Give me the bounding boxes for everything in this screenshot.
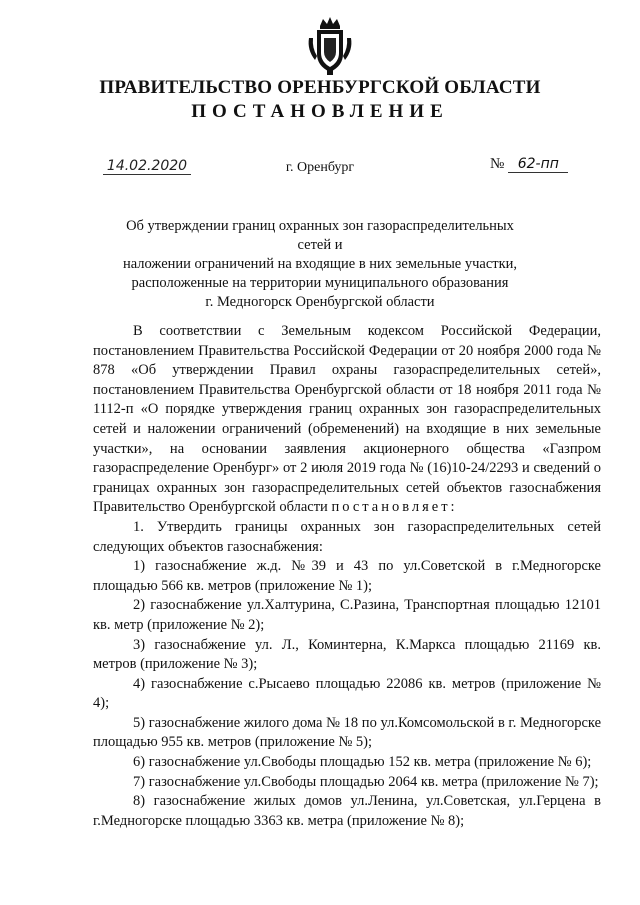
number-label: № — [490, 156, 505, 172]
document-number — [490, 156, 568, 173]
subitem-paragraph: 2) газоснабжение ул.Халтурина, С.Разина, Транспортная площадью 12101 кв. метр (приложение № 2); — [93, 597, 601, 633]
document-body — [93, 322, 601, 831]
government-title: ПРАВИТЕЛЬСТВО ОРЕНБУРГСКОЙ ОБЛАСТИ — [99, 77, 541, 98]
subject-line: расположенные на территории муниципального образования — [131, 275, 509, 291]
subitem-paragraph: 7) газоснабжение ул.Свободы площадью 2064 кв. метра (приложение № 7); — [133, 773, 599, 790]
coat-of-arms-emblem — [305, 16, 355, 76]
document-date: 14.02.2020 — [103, 158, 191, 175]
subitem-paragraph: 5) газоснабжение жилого дома № 18 по ул.Комсомольской в г. Медногорске площадью 955 кв. метров (приложение № 5); — [93, 714, 601, 751]
preamble-paragraph — [93, 322, 601, 518]
subitem-paragraph: 1) газоснабжение ж.д. №39 и 43 по ул.Советской в г.Медногорске площадью 566 кв. метров (приложение № 1); — [93, 558, 601, 594]
subitem-paragraph: 4) газоснабжение с.Рысаево площадью 22086 кв. метров (приложение № 4); — [93, 675, 601, 712]
subitem-paragraph: 6) газоснабжение ул.Свободы площадью 152 кв. метра (приложение № 6); — [133, 754, 592, 771]
decree-word: постановляет: — [331, 499, 458, 516]
number-value: 62-пп — [508, 156, 568, 173]
document-subject — [110, 217, 530, 312]
subject-line: г. Медногорск Оренбургской области — [205, 294, 435, 310]
document-city: г. Оренбург — [285, 160, 355, 175]
subject-line: Об утверждении границ охранных зон газораспределительных сетей и — [126, 218, 514, 253]
item-paragraph: 1. Утвердить границы охранных зон газораспределительных сетей следующих объектов газоснабжения: — [93, 518, 601, 555]
subject-line: наложении ограничений на входящие в них земельные участки, — [122, 256, 518, 272]
subitem-paragraph: 3) газоснабжение ул. Л., Коминтерна, К.Маркса площадью 21169 кв. метров (приложение № 3); — [93, 636, 601, 673]
subitem-paragraph: 8) газоснабжение жилых домов ул.Ленина, ул.Советская, ул.Герцена в г.Медногорске площадью 3363 кв. метра (приложение № 8); — [93, 793, 601, 829]
preamble-text: В соответствии с Земельным кодексом Российской Федерации, постановлением Правительства Российской Федерации от 20 ноября 2000 года № 878 «Об утверждении Правил охраны газораспределительных сетей», постановлением Правительства Оренбургской области от 18 ноября 2011 года № 1112-п «О порядке утверждения границ охранных зон газораспределительных сетей и наложении ограничений (обременений) на входящие в них земельные участки», на основании заявления акционерного общества «Газпром газораспределение Оренбург» от 2 июля 2019 года № (16)10-24/2293 и сведений о границах охранных зон газораспределительных сетей объектов газоснабжения Правительство Оренбургской области — [93, 323, 601, 516]
document-kind-title: ПОСТАНОВЛЕНИЕ — [191, 101, 449, 122]
